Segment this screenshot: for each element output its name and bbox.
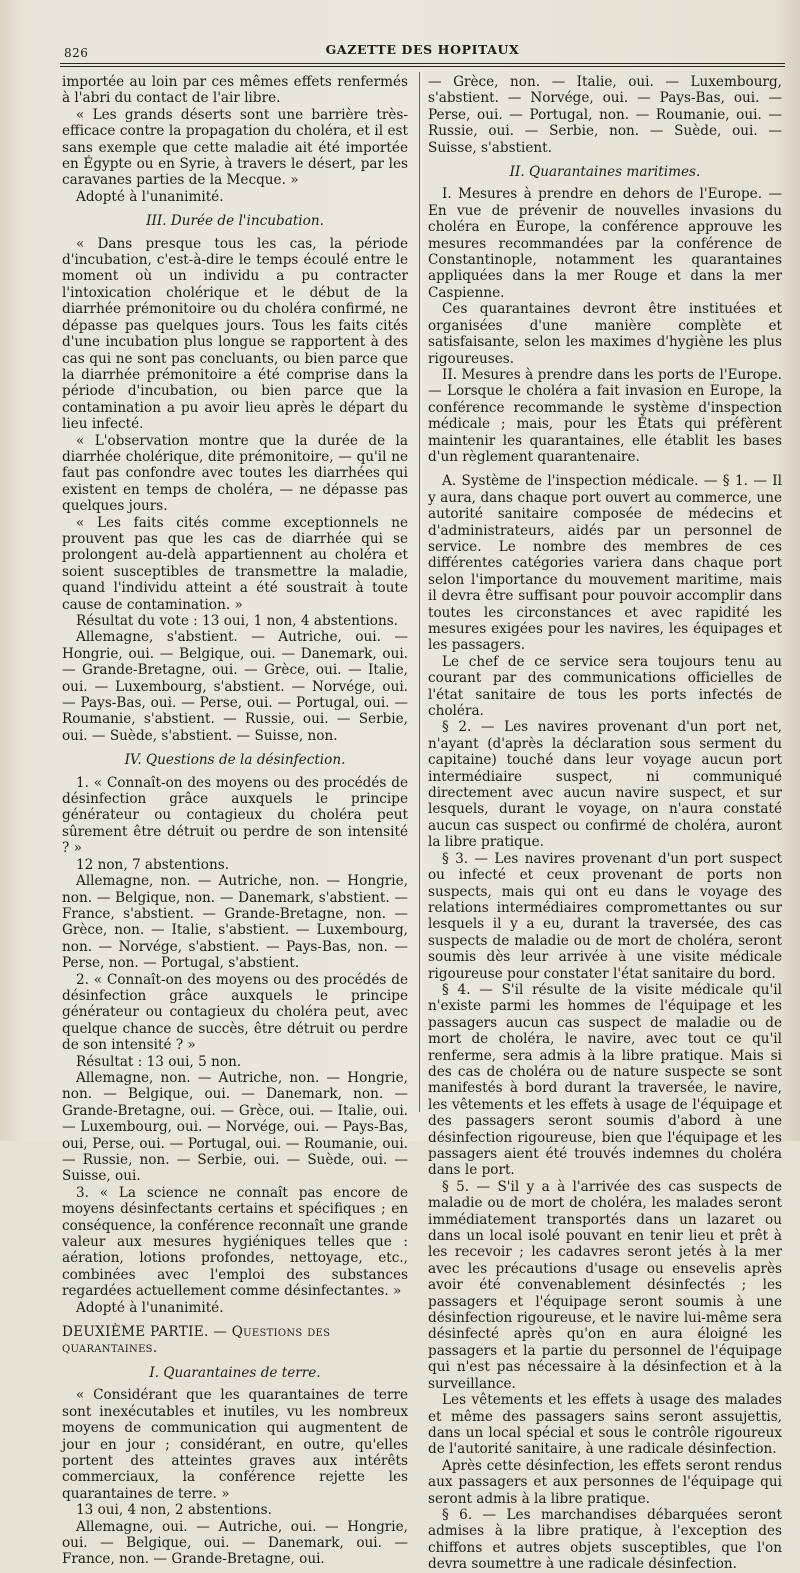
paragraph: § 2. — Les navires provenant d'un port net, n'ayant (d'après la déclaration sous serment du capitaine) touché dans leur voyage aucun port intermédiaire suspect, ni communiqué directement avec aucun navire suspect, et sur lesquels, durant le voyage, on n'aura constaté aucun cas suspect ou confirmé de choléra, auront la libre pratique.	[428, 719, 782, 851]
paragraph: Adopté à l'unanimité.	[76, 188, 224, 205]
header-rule-thin	[60, 66, 785, 67]
paragraph: — Grèce, non. — Italie, oui. — Luxembourg, s'abstient. — Norvége, oui. — Pays-Bas, oui. — Perse, oui. — Portugal, non. — Roumanie, oui. — Russie, oui. — Serbie, non. — Suède, oui. — Suisse, s'abstient.	[428, 74, 782, 156]
page-header	[60, 36, 785, 62]
paragraph: « Dans presque tous les cas, la période d'incubation, c'est-à-dire le temps écoulé entre le moment où un individu a pu contracter l'intoxication cholérique et le début de la diarrhée prémonitoire ou du choléra confirmé, ne dépasse pas quelques jours. Tous les faits cités d'une incubation plus longue se rapportent à des cas qui ne sont pas concluants, ou bien parce que la diarrhée prémonitoire a été comprise dans la période d'incubation, ou bien parce que la contamination a pu avoir lieu après le départ du lieu infecté.	[62, 235, 408, 433]
paragraph: II. Mesures à prendre dans les ports de l'Europe. — Lorsque le choléra a fait invasion en Europe, la conférence recommande le système d'inspection médicale ; mais, pour les États qui préfèrent maintenir les quarantaines, elle établit les bases d'un règlement quarantenaire.	[428, 366, 782, 465]
paragraph: § 6. — Les marchandises débarquées seront admises à la libre pratique, à l'exception des chiffons et autres objets susceptibles, que l'on devra soumettre à une radicale désinfection.	[428, 1506, 782, 1573]
running-title: GAZETTE DES HOPITAUX	[325, 42, 520, 57]
paragraph: Les vêtements et les effets à usage des malades et même des passagers sains seront assujettis, dans un local spécial et sous le contrôle rigoureux de l'autorité sanitaire, à une radicale désinfection.	[428, 1392, 782, 1458]
paragraph: « L'observation montre que la durée de la diarrhée cholérique, dite prémonitoire, — qu'il ne faut pas confondre avec toutes les diarrhées qui existent en temps de choléra, — ne dépasse pas quelques jours.	[62, 432, 408, 515]
paragraph: § 3. — Les navires provenant d'un port suspect ou infecté et ceux provenant de ports non suspects, mais qui ont eu dans le voyage des relations intermédiaires compromettantes ou sur lesquels il y a eu, durant la traversée, des cas suspects de maladie ou de mort de choléra, seront soumis dès leur arrivée à une visite médicale rigoureuse pour constater l'état sanitaire du bord.	[428, 850, 782, 982]
paragraph: 3. « La science ne connaît pas encore de moyens désinfectants certains et spécifiques ; en conséquence, la conférence reconnaît une grande valeur aux mesures hygiéniques telles que : aération, lotions profondes, nettoyage, etc., combinées avec l'emploi des substances regardées actuellement comme désinfectantes. »	[62, 1184, 408, 1300]
paragraph: § 5. — S'il y a à l'arrivée des cas suspects de maladie ou de mort de choléra, les malades seront immédiatement transportés dans un lazaret ou dans un local isolé pouvant en tenir lieu et prêt à les recevoir ; les cadavres seront jetés à la mer avec les précautions d'usage ou ensevelis après avoir été convenablement désinfectés ; les passagers et l'équipage seront soumis à une désinfection rigoureuse, et le navire lui-même sera désinfecté après qu'on en aura éloigné les passagers et la partie du personnel de l'équipage qui n'est pas nécessaire à la désinfection et à la surveillance.	[428, 1178, 782, 1392]
paragraph: A. Système de l'inspection médicale. — § 1. — Il y aura, dans chaque port ouvert au commerce, une autorité sanitaire composée de médecins et d'administrateurs, aidés par un personnel de service. Le nombre des membres de ces différentes catégories variera dans chaque port selon l'importance du mouvement maritime, mais il devra être suffisant pour pouvoir accomplir dans toutes les circonstances et avec rapidité les mesures exigées pour les navires, les équipages et les passagers.	[428, 473, 782, 654]
left-column	[62, 74, 408, 1568]
page-number: 826	[64, 46, 89, 60]
section-heading: III. Durée de l'incubation.	[146, 213, 324, 230]
paragraph: Ces quarantaines devront être instituées et organisées d'une manière complète et satisfaisante, selon les maximes d'hygiène les plus rigoureuses.	[428, 301, 782, 367]
paragraph: 13 oui, 4 non, 2 abstentions.	[76, 1502, 272, 1519]
paragraph: Après cette désinfection, les effets seront rendus aux passagers et aux personnes de l'équipage qui seront admis à la libre pratique.	[428, 1457, 782, 1507]
paragraph: « Considérant que les quarantaines de terre sont inexécutables et inutiles, vu les nombreux moyens de communication qui augmentent de jour en jour ; considérant, en outre, qu'elles portent des atteintes graves aux intérêts commerciaux, la conférence rejette les quarantaines de terre. »	[62, 1387, 408, 1502]
right-column	[428, 74, 782, 1573]
section-heading: IV. Questions de la désinfection.	[124, 752, 346, 769]
paragraph: « Les faits cités comme exceptionnels ne prouvent pas que les cas de diarrhée qui se prolongent au-delà appartiennent au choléra et soient susceptibles de transmettre la maladie, quand l'individu atteint a été soustrait à toute cause de contamination. »	[62, 514, 408, 613]
paragraph: importée au loin par ces mêmes effets renfermés à l'abri du contact de l'air libre.	[62, 74, 408, 107]
paragraph: 2. « Connaît-on des moyens ou des procédés de désinfection grâce auxquels le principe générateur ou contagieux du choléra peut, avec quelque chance de succès, être détruit ou perdre de son intensité ? »	[62, 971, 408, 1054]
paragraph: Adopté à l'unanimité.	[76, 1299, 224, 1316]
paragraph: § 4. — S'il résulte de la visite médicale qu'il n'existe parmi les hommes de l'équipage et les passagers aucun cas suspect de maladie ou de mort de choléra, le navire, avec tout ce qu'il renferme, sera admis à la libre pratique. Mais si des cas de choléra ou de nature suspecte se sont manifestés à bord durant la traversée, le navire, les vêtements et les effets à usage de l'équipage et des passagers seront soumis d'abord à une désinfection rigoureuse, bien que l'équipage et les passagers aient été trouvés indemnes du choléra dans le port.	[428, 981, 782, 1179]
column-divider	[419, 72, 420, 1112]
section-heading: II. Quarantaines maritimes.	[509, 164, 701, 181]
paragraph: I. Mesures à prendre en dehors de l'Europe. — En vue de prévenir de nouvelles invasions du choléra en Europe, la conférence approuve les mesures recommandées par la conférence de Constantinople, notamment les quarantaines appliquées dans la mer Rouge et dans la mer Caspienne.	[428, 186, 782, 301]
paragraph: Résultat : 13 oui, 5 non.	[76, 1053, 242, 1070]
paragraph: « Les grands déserts sont une barrière très-efficace contre la propagation du choléra, et il est sans exemple que cette maladie ait été importée en Égypte ou en Syrie, à travers le désert, par les caravanes parties de la Mecque. »	[62, 106, 408, 189]
section-heading: I. Quarantaines de terre.	[149, 1364, 321, 1381]
paragraph: Le chef de ce service sera toujours tenu au courant par des communications officielles de l'état sanitaire de tous les ports infectés de choléra.	[428, 653, 782, 720]
header-rule	[60, 63, 785, 64]
paragraph: Allemagne, s'abstient. — Autriche, oui. — Hongrie, oui. — Belgique, oui. — Danemark, oui. — Grande-Bretagne, oui. — Grèce, oui. — Italie, oui. — Luxembourg, s'abstient. — Norvége, oui. — Pays-Bas, oui. — Perse, oui. — Portugal, oui. — Roumanie, s'abstient. — Russie, oui. — Serbie, oui. — Suède, s'abstient. — Suisse, non.	[62, 629, 408, 744]
paragraph: Résultat du vote : 13 oui, 1 non, 4 abstentions.	[76, 613, 398, 629]
part-heading: DEUXIÈME PARTIE. — Questions des quarantaines.	[62, 1324, 331, 1357]
paragraph: Allemagne, non. — Autriche, non. — Hongrie, non. — Belgique, non. — Danemark, s'abstient. — France, s'abstient. — Grande-Bretagne, non. — Grèce, non. — Italie, s'abstient. — Luxembourg, non. — Norvége, s'abstient. — Pays-Bas, non. — Perse, non. — Portugal, s'abstient.	[62, 873, 408, 972]
paragraph: 12 non, 7 abstentions.	[76, 856, 230, 873]
paragraph: Allemagne, oui. — Autriche, oui. — Hongrie, oui. — Belgique, oui. — Danemark, oui. — France, non. — Grande-Bretagne, oui.	[62, 1518, 408, 1568]
paragraph: Allemagne, non. — Autriche, non. — Hongrie, non. — Belgique, oui. — Danemark, non. — Grande-Bretagne, oui. — Grèce, oui. — Italie, oui. — Luxembourg, oui. — Norvége, oui. — Pays-Bas, oui, Perse, oui. — Portugal, oui. — Roumanie, oui. — Russie, non. — Serbie, oui. — Suède, oui. — Suisse, oui.	[62, 1069, 408, 1185]
paragraph: 1. « Connaît-on des moyens ou des procédés de désinfection grâce auxquels le principe générateur ou contagieux du choléra peut sûrement être détruit ou perdre de son intensité ? »	[62, 774, 408, 857]
